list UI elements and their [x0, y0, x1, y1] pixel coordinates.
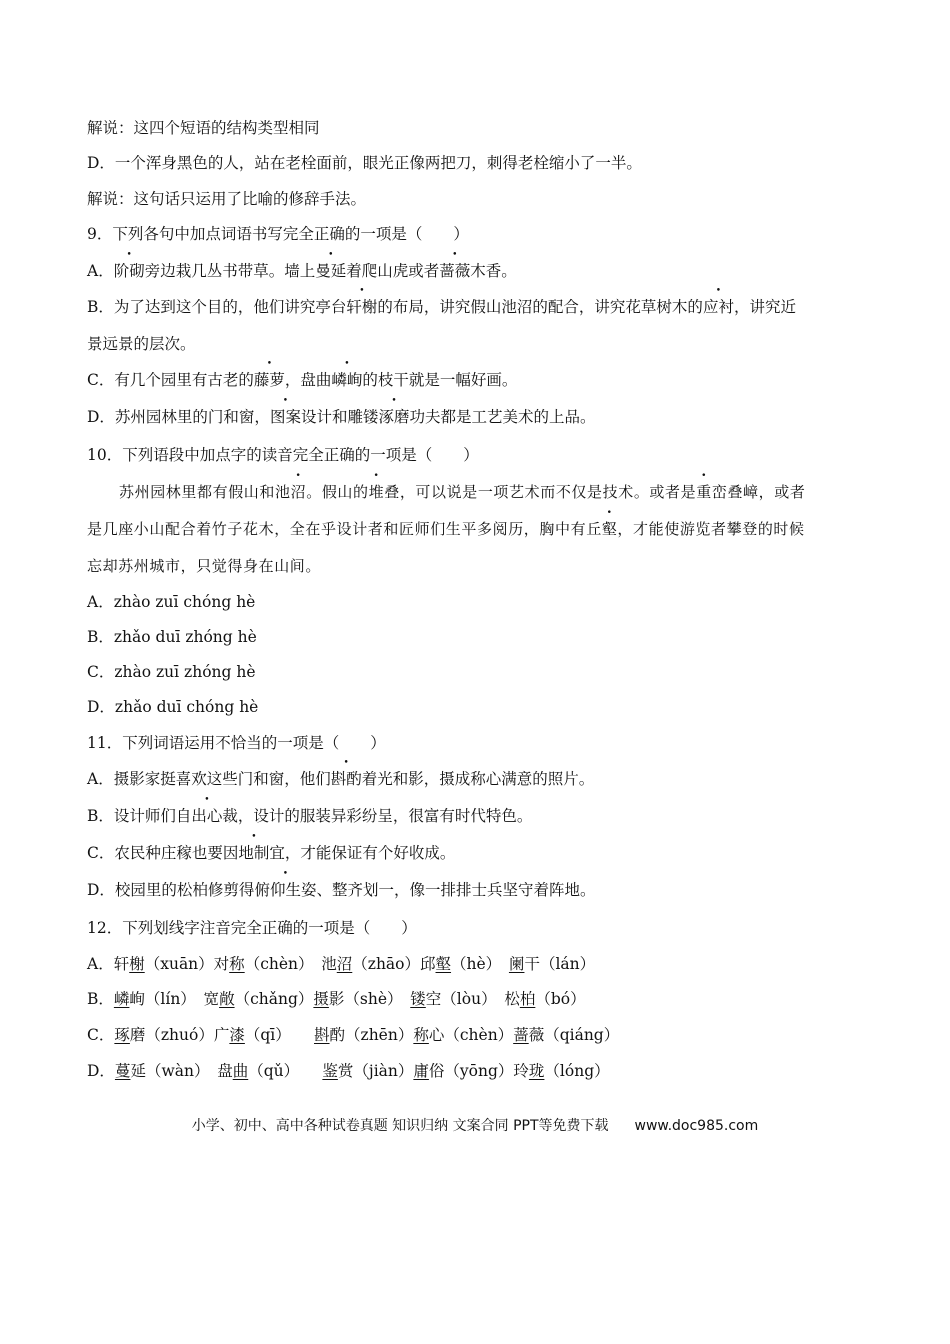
q10-option-a: A．zhào zuī chóng hè	[87, 593, 256, 611]
underlined-char: 斟	[314, 1026, 330, 1044]
dotted-word: 嶙峋	[331, 371, 363, 389]
footer-url[interactable]: www.doc985.com	[634, 1118, 759, 1134]
dotted-word: 涿磨	[378, 408, 410, 426]
dotted-char: 重	[696, 483, 712, 501]
q12-option-b: B．嶙峋（lín） 宽敞（chǎng）摄影（shè） 镂空（lòu） 松柏（bó）	[87, 990, 586, 1008]
q9-option-d: D．苏州园林里的门和窗，图案设计和雕镂涿磨功夫都是工艺美术的上品。	[87, 408, 596, 426]
option-d-prev: D．一个浑身黑色的人，站在老栓面前，眼光正像两把刀，刺得老栓缩小了一半。	[87, 154, 642, 172]
page-footer	[0, 1115, 950, 1135]
underlined-char: 曲	[232, 1062, 249, 1080]
q10-option-c: C．zhào zuī zhóng hè	[87, 663, 256, 681]
underlined-char: 柏	[519, 990, 536, 1008]
dotted-word: 俯仰生姿	[254, 881, 317, 899]
dotted-word: 曼延	[315, 262, 347, 280]
q12-option-c: C．琢磨（zhuó）广漆（qī） 斟酌（zhēn）称心（chèn）蔷薇（qiáng）	[87, 1026, 620, 1044]
q10-stem: 10．下列语段中加点字的读音完全正确的一项是（ ）	[87, 446, 479, 464]
underlined-char: 敞	[219, 990, 235, 1008]
underlined-char: 镂	[410, 990, 426, 1008]
q12-option-d: D．蔓延（wàn） 盘曲（qǔ） 鉴赏（jiàn）庸俗（yōng）玲珑（lóng）	[87, 1062, 610, 1080]
underlined-char: 嶙	[113, 990, 130, 1008]
q12-option-a: A．轩榭（xuān）对称（chèn） 池沼（zhāo）邱壑（hè） 阑干（lán）	[87, 955, 596, 973]
underlined-char: 摄	[313, 990, 329, 1008]
q11-option-c: C．农民种庄稼也要因地制宜，才能保证有个好收成。	[87, 844, 456, 862]
dotted-char: 堆	[368, 483, 385, 501]
dotted-word: 因地制宜	[222, 844, 285, 862]
q12-stem: 12．下列划线字注音完全正确的一项是（ ）	[87, 919, 417, 937]
q9-stem: 9．下列各句中加点词语书写完全正确的一项是（ ）	[87, 225, 469, 243]
underlined-char: 榭	[129, 955, 145, 973]
q9-option-a: A．阶砌旁边栽几丛书带草。墙上曼延着爬山虎或者蔷薇木香。	[87, 262, 517, 280]
dotted-word: 轩榭	[346, 298, 378, 316]
dotted-word: 藤萝	[253, 371, 285, 389]
q9-option-b: B．为了达到这个目的，他们讲究亭台轩榭的布局，讲究假山池沼的配合，讲究花草树木的应衬，讲究近	[87, 298, 796, 316]
underlined-char: 珑	[528, 1062, 545, 1080]
dotted-word: 斟酌	[330, 770, 362, 788]
q10-option-b: B．zhǎo duī zhóng hè	[87, 628, 257, 646]
underlined-char: 鉴	[322, 1062, 338, 1080]
q10-passage-line-2: 是几座小山配合着竹子花木，全在乎设计者和匠师们生平多阅历，胸中有丘壑，才能使游览者攀登的时候	[87, 520, 805, 538]
underlined-char: 漆	[229, 1026, 245, 1044]
dotted-word: 自出心裁	[175, 807, 238, 825]
q10-option-d: D．zhǎo duī chóng hè	[87, 698, 259, 716]
underlined-char: 蔓	[114, 1062, 131, 1080]
q11-option-a: A．摄影家挺喜欢这些门和窗，他们斟酌着光和影，摄成称心满意的照片。	[87, 770, 595, 788]
q9-option-b-cont: 景远景的层次。	[87, 335, 196, 353]
q10-passage-line-1: 苏州园林里都有假山和池沼。假山的堆叠，可以说是一项艺术而不仅是技术。或者是重峦叠嶂，或者	[119, 483, 806, 501]
dotted-char: 沼	[290, 483, 307, 501]
q11-stem: 11．下列词语运用不恰当的一项是（ ）	[87, 734, 386, 752]
underlined-char: 蔷	[513, 1026, 529, 1044]
dotted-word: 蔷薇	[439, 262, 471, 280]
underlined-char: 琢	[114, 1026, 130, 1044]
q11-option-b: B．设计师们自出心裁，设计的服装异彩纷呈，很富有时代特色。	[87, 807, 533, 825]
underlined-char: 庸	[413, 1062, 429, 1080]
q10-passage-line-3: 忘却苏州城市，只觉得身在山间。	[87, 557, 322, 575]
dotted-word: 图案	[269, 408, 301, 426]
dotted-char: 壑	[601, 520, 618, 538]
underlined-char: 沼	[336, 955, 353, 973]
q11-option-d: D．校园里的松柏修剪得俯仰生姿、整齐划一，像一排排士兵坚守着阵地。	[87, 881, 596, 899]
underlined-char: 壑	[435, 955, 452, 973]
underlined-char: 阑	[508, 955, 525, 973]
explain-d: 解说：这句话只运用了比喻的修辞手法。	[87, 190, 367, 208]
footer-text: 小学、初中、高中各种试卷真题 知识归纳 文案合同 PPT等免费下载	[191, 1118, 609, 1134]
explain-c: 解说：这四个短语的结构类型相同	[87, 119, 320, 137]
dotted-word: 应衬	[702, 298, 734, 316]
underlined-char: 称	[413, 1026, 429, 1044]
dotted-word: 阶砌	[113, 262, 145, 280]
q9-option-c: C．有几个园里有古老的藤萝，盘曲嶙峋的枝干就是一幅好画。	[87, 371, 518, 389]
underlined-char: 称	[229, 955, 245, 973]
